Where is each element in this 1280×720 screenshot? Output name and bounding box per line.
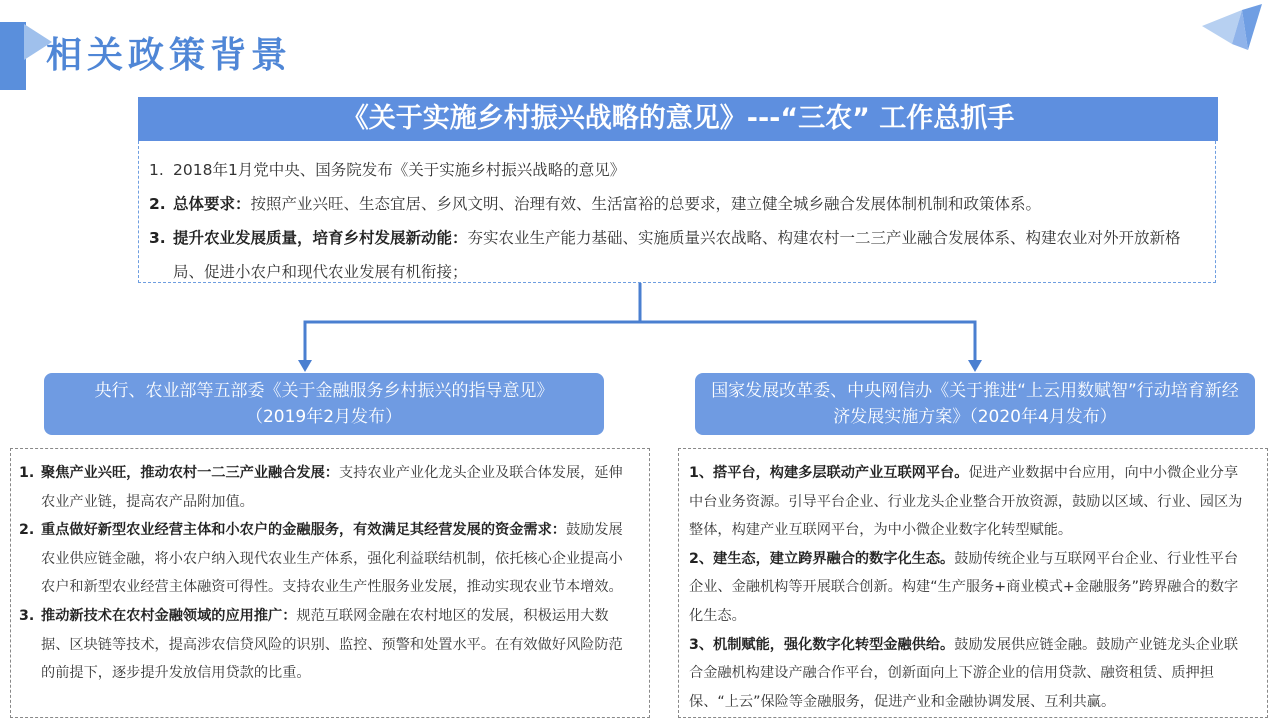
item-body: 规范互联网金融在农村地区的发展，积极运用大数据、区块链等技术，提高涉农信贷风险的识别、监控、预警和处置水平。在有效做好风险防范的前提下，逐步提升发放信用贷款的比重。 (41, 607, 623, 682)
item-body: 鼓励发展供应链金融。鼓励产业链龙头企业联合金融机构建设产融合作平台，创新面向上下游企业的信用贷款、融资租赁、质押担保、“上云”保险等金融服务，促进产业和金融协调发展、互利共赢。 (689, 636, 1239, 710)
left-policy-details (10, 448, 650, 718)
list-item (689, 631, 1259, 717)
item-number: 1. (149, 161, 164, 179)
item-number: 1. (19, 465, 35, 481)
item-heading: 聚焦产业兴旺，推动农村一二三产业融合发展： (41, 465, 339, 481)
list-item (19, 459, 641, 516)
left-policy-name: 央行、农业部等五部委《关于金融服务乡村振兴的指导意见》 (94, 381, 554, 401)
right-policy-name: 国家发展改革委、中央网信办《关于推进“上云用数赋智”行动培育新经济发展实施方案》（2020年4月发布） (711, 381, 1239, 427)
item-heading: 1、搭平台，构建多层联动产业互联网平台。 (689, 465, 969, 481)
list-item (689, 459, 1259, 545)
item-number: 3. (149, 229, 166, 247)
item-body: 鼓励发展农业供应链金融，将小农户纳入现代农业生产体系，强化利益联结机制，依托核心企业提高小农户和新型农业经营主体融资可得性。支持农业生产性服务业发展，推动实现农业节本增效。 (41, 522, 623, 596)
item-text (689, 459, 1259, 545)
item-body: 夯实农业生产能力基础、实施质量兴农战略、构建农村一二三产业融合发展体系、构建农业对外开放新格局、促进小农户和现代农业发展有机衔接； (173, 229, 1181, 281)
item-heading: 推动新技术在农村金融领域的应用推广： (41, 607, 297, 624)
item-text (689, 545, 1259, 631)
right-policy-date: （2020年4月发布） (969, 407, 1117, 427)
item-body: 促进产业数据中台应用，向中小微企业分享中台业务资源。引导平台企业、行业龙头企业整合开放资源，鼓励以区域、行业、园区为整体，构建产业互联网平台，为中小微企业数字化转型赋能。 (689, 465, 1243, 539)
left-policy-title (44, 373, 604, 435)
item-number: 2. (19, 522, 35, 539)
item-body: 鼓励传统企业与互联网平台企业、行业性平台企业、金融机构等开展联合创新。构建“生产服务+商业模式+金融服务”跨界融合的数字化生态。 (689, 550, 1239, 624)
item-number: 2. (149, 195, 166, 213)
item-text (41, 516, 641, 602)
left-policy-date: （2019年2月发布） (245, 407, 403, 427)
item-heading: 总体要求： (173, 195, 251, 213)
item-number: 3. (19, 607, 35, 624)
item-heading: 重点做好新型农业经营主体和小农户的金融服务，有效满足其经营发展的资金需求： (41, 522, 566, 539)
item-heading: 提升农业发展质量，培育乡村发展新动能： (173, 229, 468, 247)
right-policy-details (678, 448, 1268, 718)
item-body: 按照产业兴旺、生态宜居、乡风文明、治理有效、生活富裕的总要求，建立健全城乡融合发展体制机制和政策体系。 (250, 195, 1042, 213)
item-body: 支持农业产业化龙头企业及联合体发展，延伸农业产业链，提高农产品附加值。 (41, 465, 623, 510)
item-heading: 2、建生态，建立跨界融合的数字化生态。 (689, 550, 955, 567)
policy-banner: 《关于实施乡村振兴战略的意见》---“三农” 工作总抓手 (138, 97, 1218, 141)
item-heading: 3、机制赋能，强化数字化转型金融供给。 (689, 636, 955, 653)
item-text (41, 602, 641, 688)
list-item (689, 545, 1259, 631)
list-item (19, 602, 641, 688)
page-title: 相关政策背景 (46, 35, 293, 76)
arrow-down-icon (968, 360, 982, 372)
item-text (41, 459, 641, 516)
list-item (19, 516, 641, 602)
item-body: 2018年1月党中央、国务院发布《关于实施乡村振兴战略的意见》 (173, 161, 626, 179)
arrow-down-icon (298, 360, 312, 372)
item-text (689, 631, 1259, 717)
right-policy-title (695, 373, 1255, 435)
